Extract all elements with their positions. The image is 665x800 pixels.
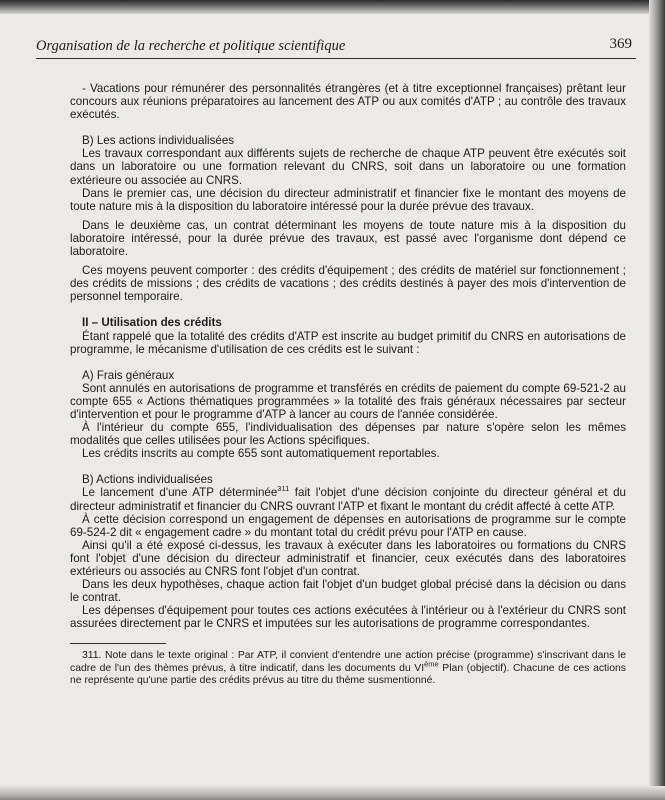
paragraph-mecanisme: Étant rappelé que la totalité des crédits d'ATP est inscrite au budget primitif du CNRS en autorisations de programme, le mécanisme d'utilisation de ces crédits est le suivant : — [70, 329, 626, 356]
paragraph-deuxieme-cas: Dans le deuxième cas, un contrat déterminant les moyens de toute nature mis à la disposition du laboratoire intéressé, pour la durée prévue des travaux, est passé avec l'organisme dont dépend ce laboratoire. — [70, 218, 626, 259]
paragraph-depenses: Les dépenses d'équipement pour toutes ces actions exécutées à l'intérieur ou à l'extérieur du CNRS sont assurées directement par le CNRS et imputées sur les autorisations de programme correspondantes. — [70, 604, 626, 631]
scan-edge-top — [0, 0, 665, 14]
lancement-text-b: fait l'objet d'une décision conjointe du directeur général et du directeur administratif et financier du CNRS ouvrant l'ATP et fixant le montant du crédit affecté à cette ATP. — [70, 486, 626, 513]
paragraph-lancement — [70, 486, 626, 512]
heading-actions-individualisees-2: B) Actions individualisées — [82, 473, 213, 487]
paragraph-hypotheses: Dans les deux hypothèses, chaque action fait l'objet d'un budget global précisé dans la décision ou dans le contrat. — [70, 578, 626, 605]
paragraph-reportables: Les crédits inscrits au compte 655 sont automatiquement reportables. — [82, 447, 440, 461]
running-title: Organisation de la recherche et politique scientifique — [36, 38, 346, 54]
scan-edge-bottom — [0, 786, 665, 800]
paragraph-moyens: Ces moyens peuvent comporter : des crédits d'équipement ; des crédits de matériel sur fonctionnement ; des crédits de missions ; des crédits de vacations ; des crédits destinés à payer des mois d'intervention de personnel temporaire. — [70, 264, 626, 304]
paragraph-engagement: À cette décision correspond un engagement de dépenses en autorisations de programme sur le compte 69-524-2 dit « engagement cadre » du montant total du crédit prévu pour l'ATP en cause. — [70, 512, 626, 539]
footnote-311 — [70, 650, 626, 687]
footnote-text-b: Plan (objectif). Chacune de ces actions ne représente qu'une partie des crédits prévus au titre du thème susmentionné. — [70, 662, 626, 687]
footnote-superscript: ème — [424, 659, 439, 669]
heading-utilisation-credits: II – Utilisation des crédits — [82, 316, 222, 330]
footnote-text-a: 311. Note dans le texte original : Par ATP, il convient d'entendre une action précise (programme) s'inscrivant dans le cadre de l'un des thèmes prévus, à titre indicatif, dans les documents du VI — [70, 650, 626, 674]
lancement-text-a: Le lancement d'une ATP déterminée — [82, 486, 278, 500]
paragraph-premier-cas: Dans le premier cas, une décision du directeur administratif et financier fixe le montant des moyens de toute nature mis à la disposition du laboratoire intéressé pour la durée prévue des travaux. — [70, 186, 626, 213]
paragraph-annules: Sont annulés en autorisations de programme et transférés en crédits de paiement du compte 69-521-2 au compte 655 « Actions thématiques programmées » la totalité des frais généraux nécessaires par secteur d'intervention et pour le programme d'ATP à lancer au cours de l'année considérée. — [70, 381, 626, 421]
paragraph-ainsi: Ainsi qu'il a été exposé ci-dessus, les travaux à exécuter dans les laboratoires ou formations du CNRS font l'objet d'une décision du directeur administratif et financier, ceux exécutés dans des laboratoires extérieurs ou associés au CNRS font l'objet d'un contrat. — [70, 538, 626, 578]
heading-actions-individualisees: B) Les actions individualisées — [82, 134, 235, 148]
body-text — [70, 82, 626, 688]
heading-frais-generaux: A) Frais généraux — [82, 368, 175, 382]
paragraph-vacations: - Vacations pour rémunérer des personnalités étrangères (et à titre exceptionnel françaises) prêtant leur concours aux réunions préparatoires au lancement des ATP ou aux comités d'ATP ; au contrôle des travaux exécutés. — [70, 82, 626, 122]
page-number: 369 — [609, 36, 632, 52]
footnote-divider — [70, 643, 166, 644]
scan-edge-right — [649, 0, 665, 800]
footnote-reference: 311 — [277, 484, 290, 494]
paragraph-compte-655: À l'intérieur du compte 655, l'individualisation des dépenses par nature s'opère selon les mêmes modalités que celles utilisées pour les Actions spécifiques. — [70, 421, 626, 448]
document-page — [36, 34, 636, 687]
running-header — [36, 34, 636, 59]
paragraph-travaux: Les travaux correspondant aux différents sujets de recherche de chaque ATP peuvent être exécutés soit dans un laboratoire ou une formation relevant du CNRS, soit dans un laboratoire ou une formation extérieure ou associée au CNRS. — [70, 147, 626, 187]
